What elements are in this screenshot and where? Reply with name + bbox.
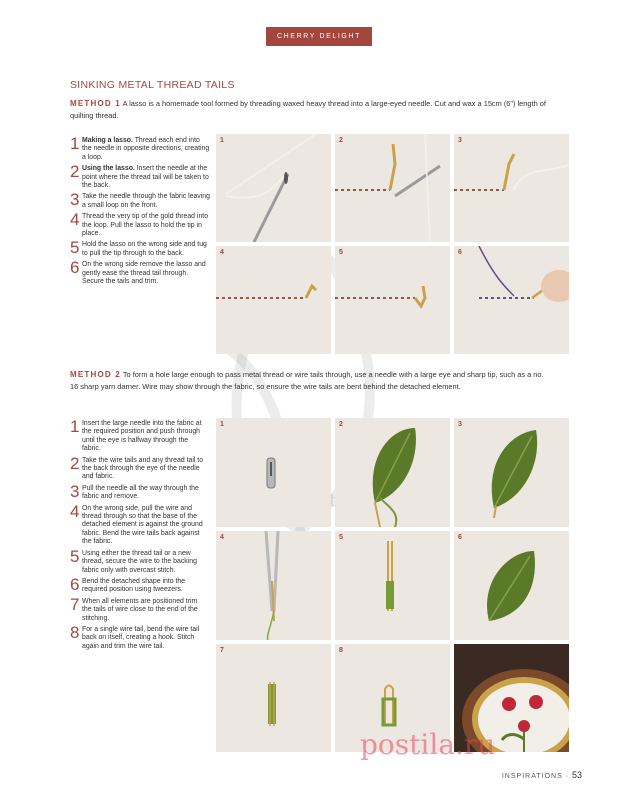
method1-step-2: 2 Using the lasso. Insert the needle at the point where the thread tail will be taken to the back. (70, 162, 209, 190)
method2-step-1: 1 Insert the large needle into the fabric at the required position and push through until the eye is halfway through the fabric. (70, 417, 202, 453)
method1-step-5: 5 Hold the lasso on the wrong side and tug to pull the tip through to the back. (70, 238, 207, 258)
method2-photo-2: 2 (335, 418, 450, 527)
method2-step-7: 7 When all elements are positioned trim the tails of wire close to the end of the stitching. (70, 594, 198, 622)
method1-intro-text: A lasso is a homemade tool formed by threading waxed heavy thread into a large-eyed needle. Cut and wax a 15cm (6") length of quilting thread. (70, 99, 546, 120)
method2-photo-6: 6 (454, 531, 569, 640)
method2-photo-5: 5 (335, 531, 450, 640)
method1-step-4: 4 Thread the very tip of the gold thread into the loop. Pull the lasso to hold the tip in place. (70, 210, 209, 238)
method2-photo-3: 3 (454, 418, 569, 527)
section-tag: CHERRY DELIGHT (266, 27, 372, 46)
method1-step-1: 1 Making a lasso. Thread each end into the needle in opposite directions, creating a loop. (70, 134, 210, 161)
page-footer: INSPIRATIONS · 53 (501, 770, 582, 780)
magazine-name: INSPIRATIONS (501, 773, 563, 780)
method2-photo-4: 4 (216, 531, 331, 640)
site-watermark: postila.ru (360, 728, 496, 761)
method2-label: METHOD 2 (70, 370, 121, 379)
method1-steps (70, 134, 210, 290)
method2-photo-7: 7 (216, 644, 331, 752)
method2-step-8: 8 For a single wire tail, bend the wire tail back on itself, creating a hook. Stitch again and trim the wire tail. (70, 622, 200, 650)
method2-step-2: 2 Take the wire tails and any thread tail to the back through the eye of the needle and fabric. (70, 453, 204, 481)
method2-step-5: 5 Using either the thread tail or a new thread, secure the wire to the backing fabric only with overcast stitch. (70, 546, 197, 574)
method2-step-4: 4 On the wrong side, pull the wire and thread through so that the base of the detached element is against the ground fabric. Bend the wire tails back against the fabric. (70, 501, 203, 546)
method1-step-6: 6 On the wrong side remove the lasso and gently ease the thread tail through. Secure the tails and trim. (70, 258, 206, 286)
method1-photo-3: 3 (454, 134, 569, 242)
method1-photo-1: 1 (216, 134, 331, 242)
method1-photo-6: 6 (454, 246, 569, 354)
method2-step-3: 3 Pull the needle all the way through the fabric and remove. (70, 481, 199, 501)
method1-label: METHOD 1 (70, 99, 121, 108)
method1-photo-2: 2 (335, 134, 450, 242)
method1-intro (70, 98, 550, 121)
method2-steps (70, 417, 206, 654)
method2-intro (70, 369, 550, 392)
method1-step-3: 3 Take the needle through the fabric leaving a small loop on the front. (70, 190, 210, 210)
method2-photo-1: 1 (216, 418, 331, 527)
method1-photo-4: 4 (216, 246, 331, 354)
method2-intro-text: To form a hole large enough to pass metal thread or wire tails through, use a needle with a large eye and sharp tip, such as a no. 16 sharp yarn darner. Wire may show through the fabric, so ensure the wire tails are bent behind the detached element. (70, 370, 544, 391)
method2-step-6: 6 Bend the detached shape into the required position using tweezers. (70, 574, 186, 594)
method2-photo-8: 8 (335, 644, 450, 752)
method1-photo-5: 5 (335, 246, 450, 354)
page-title: SINKING METAL THREAD TAILS (70, 79, 235, 91)
page-number: 53 (571, 770, 582, 780)
